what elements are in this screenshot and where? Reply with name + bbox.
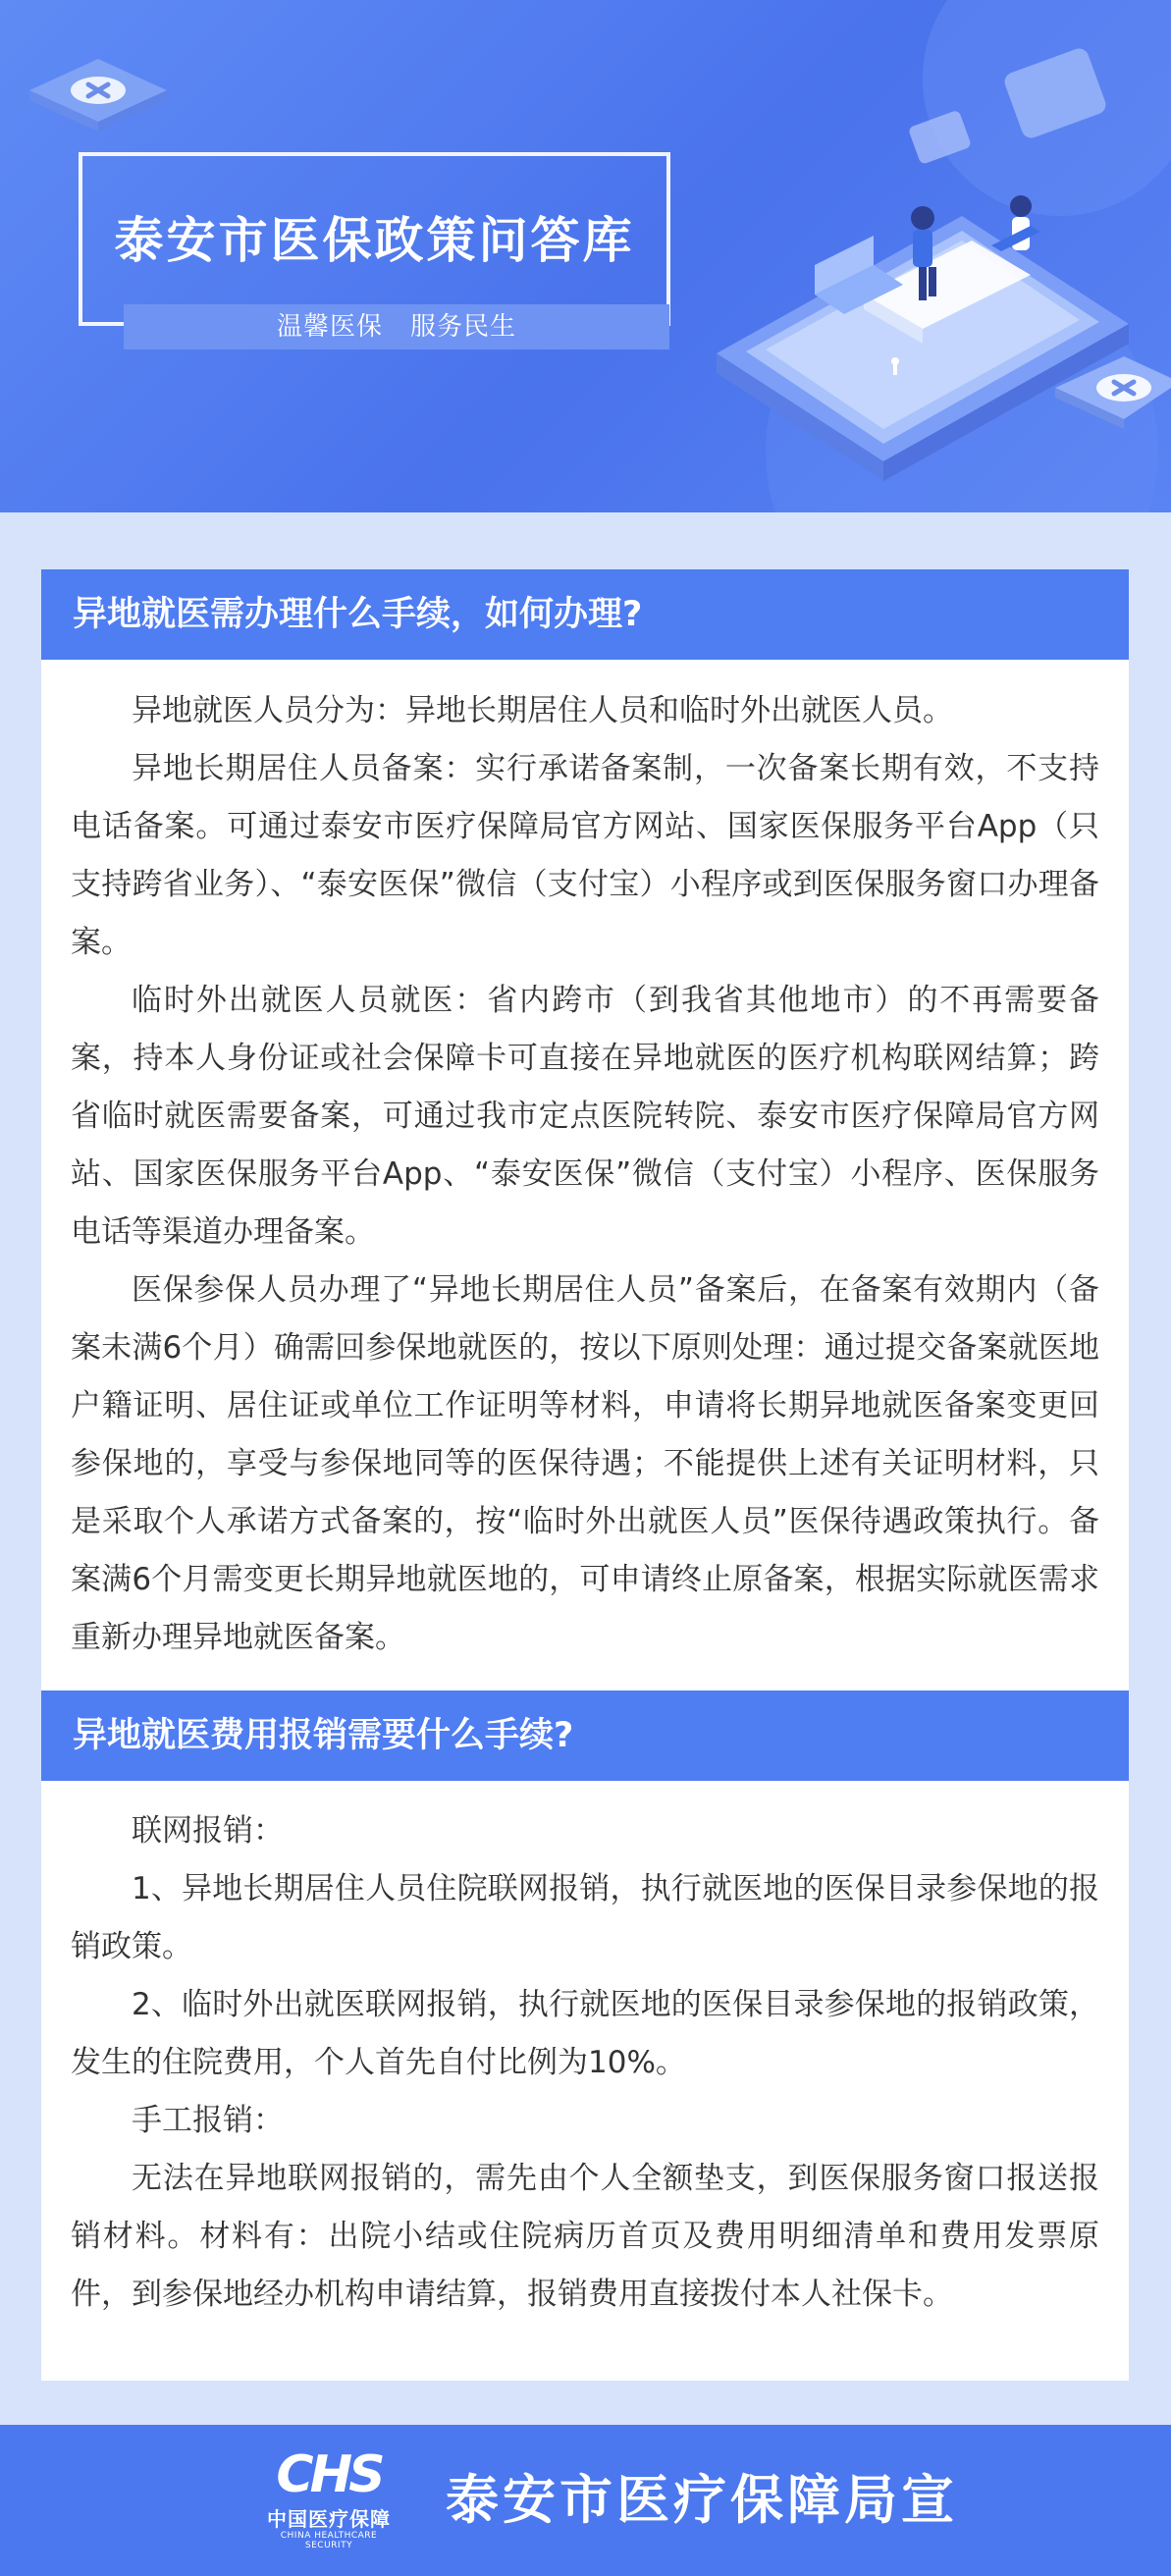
footer-banner — [0, 2425, 1171, 2576]
logo-en-text: CHINA HEALTHCARE SECURITY — [280, 2531, 378, 2550]
paragraph: 手工报销： — [132, 2103, 284, 2138]
chs-logo — [263, 2445, 395, 2550]
paragraph: 联网报销： — [132, 1813, 284, 1849]
section-title-2: 异地就医费用报销需要什么手续? — [41, 1690, 1129, 1781]
logo-mark: CHS — [276, 2445, 382, 2504]
footer-title: 泰安市医疗保障局宣 — [446, 2469, 958, 2531]
slogan-bar — [124, 304, 669, 349]
paragraph: 异地长期居住人员备案：实行承诺备案制，一次备案长期有效，不支持电话备案。可通过泰安市医疗保障局官方网站、国家医保服务平台App（只支持跨省业务）、“泰安医保”微信（支付宝）小程序或到医保服务窗口办理备案。 — [71, 751, 1099, 960]
paragraph: 医保参保人员办理了“异地长期居住人员”备案后，在备案有效期内（备案未满6个月）确需回参保地就医的，按以下原则处理：通过提交备案就医地户籍证明、居住证或单位工作证明等材料，申请将长期异地就医备案变更回参保地的，享受与参保地同等的医保待遇；不能提供上述有关证明材料，只是采取个人承诺方式备案的，按“临时外出就医人员”医保待遇政策执行。备案满6个月需变更长期异地就医地的，可申请终止原备案，根据实际就医需求重新办理异地就医备案。 — [71, 1272, 1099, 1655]
paragraph: 无法在异地联网报销的，需先由个人全额垫支，到医保服务窗口报送报销材料。材料有：出院小结或住院病历首页及费用明细清单和费用发票原件，到参保地经办机构申请结算，报销费用直接拨付本人社保卡。 — [71, 2161, 1099, 2312]
section-title-1: 异地就医需办理什么手续，如何办理? — [41, 569, 1129, 660]
paragraph: 1、异地长期居住人员住院联网报销，执行就医地的医保目录参保地的报销政策。 — [71, 1871, 1099, 1964]
paragraph: 临时外出就医人员就医：省内跨市（到我省其他地市）的不再需要备案，持本人身份证或社会保障卡可直接在异地就医的医疗机构联网结算；跨省临时就医需要备案，可通过我市定点医院转院、泰安市医疗保障局官方网站、国家医保服务平台App、“泰安医保”微信（支付宝）小程序、医保服务电话等渠道办理备案。 — [71, 983, 1099, 1250]
slogan-text-1: 温馨医保 — [276, 312, 383, 342]
medical-cross-icon — [29, 59, 167, 132]
logo-cn-text: 中国医疗保障 — [267, 2507, 391, 2531]
paragraph: 2、临时外出就医联网报销，执行就医地的医保目录参保地的报销政策，发生的住院费用，个人首先自付比例为10%。 — [71, 1987, 1099, 2080]
header-banner — [0, 0, 1171, 512]
section-body-2 — [71, 1802, 1099, 2324]
paragraph: 异地就医人员分为：异地长期居住人员和临时外出就医人员。 — [132, 693, 953, 728]
page-title: 泰安市医保政策问答库 — [114, 212, 635, 269]
slogan-text-2: 服务民生 — [410, 312, 517, 342]
section-body-1 — [71, 682, 1099, 1667]
